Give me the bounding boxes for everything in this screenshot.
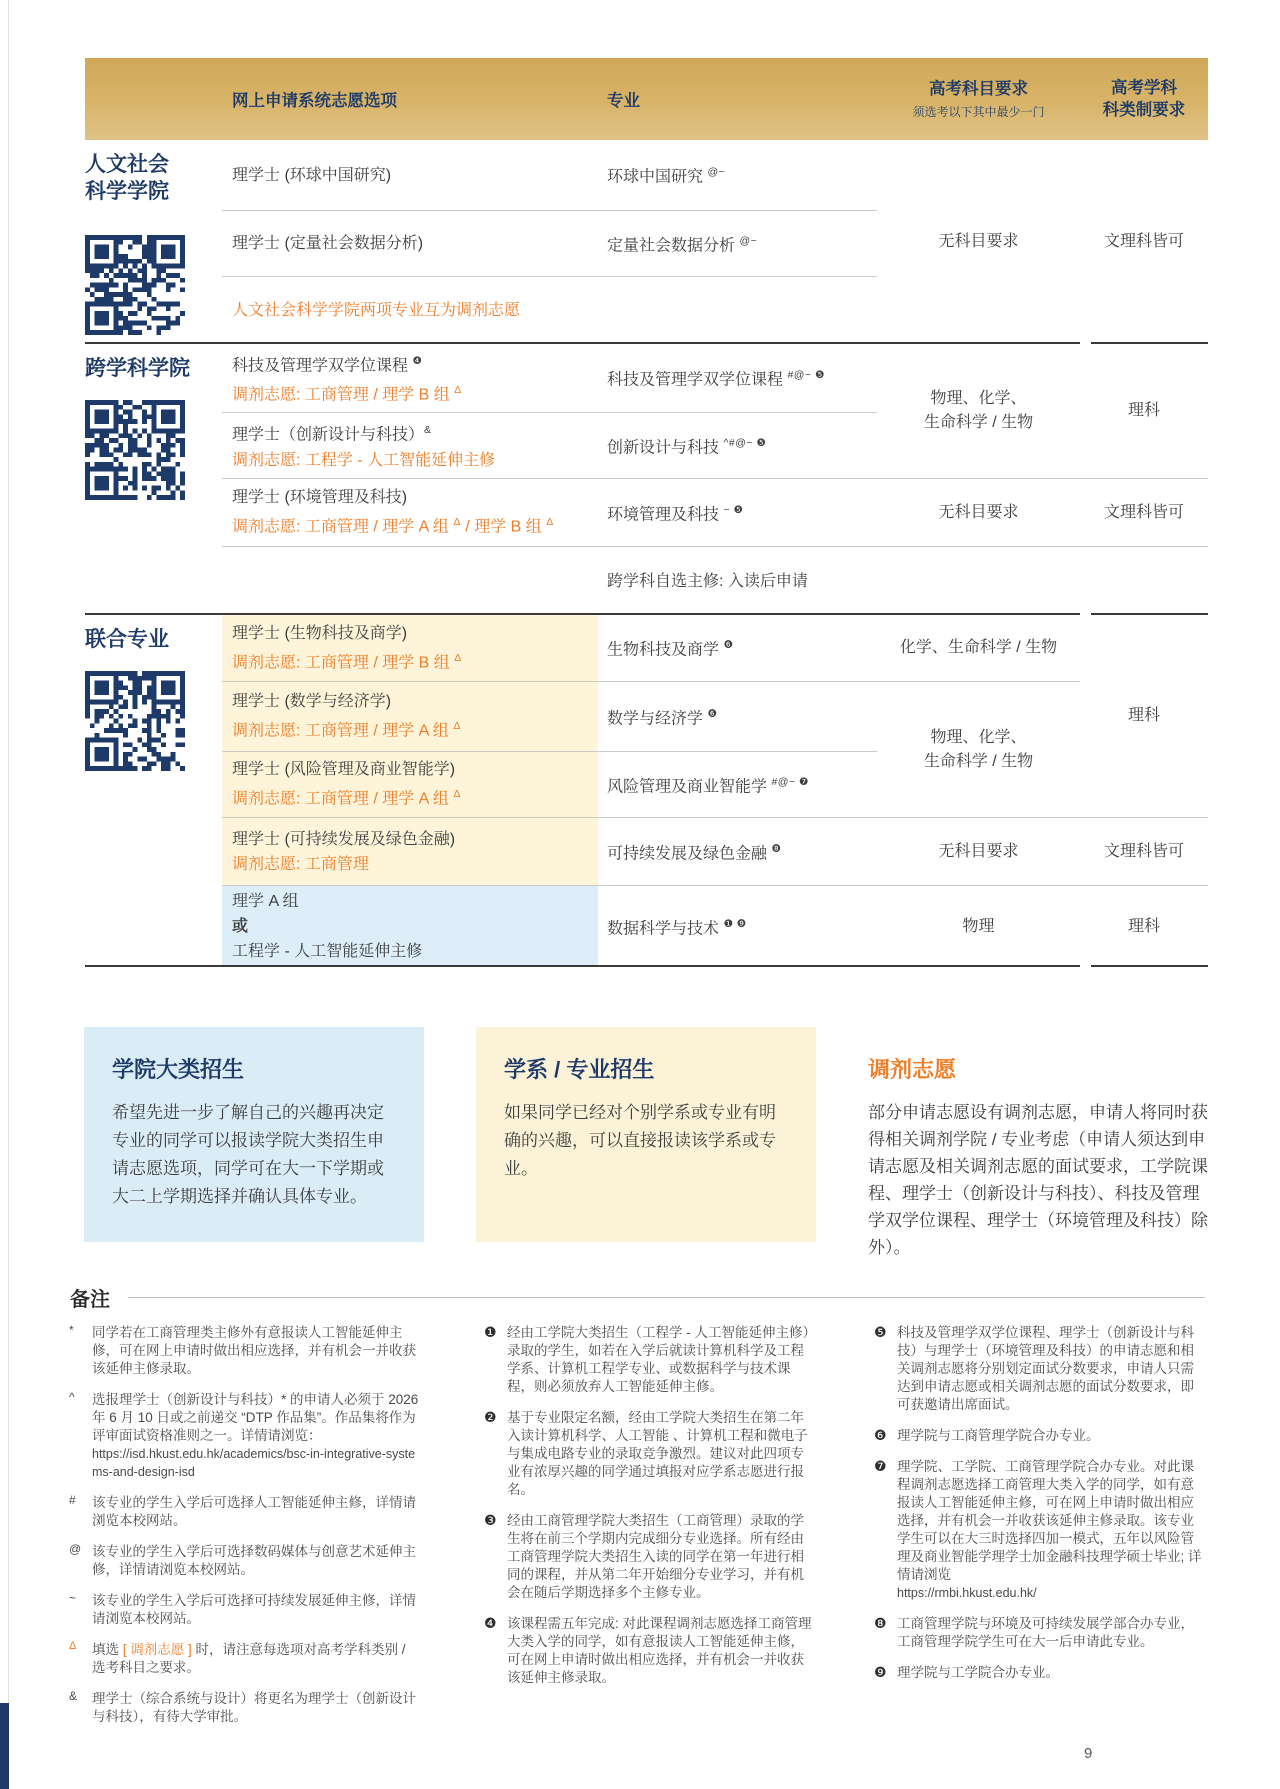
table-body	[85, 140, 1208, 967]
cell-line	[232, 510, 592, 539]
text-segment: 调剂志愿: 工商管理 / 理学 A 组	[232, 790, 454, 808]
text-segment: 时，请注意每选项对高考学科类别 / 选考科目之要求。	[92, 1642, 406, 1675]
text-segment: 理科	[1127, 402, 1160, 419]
program-option-cell	[222, 140, 598, 211]
text-segment: 理学士（创新设计与科技）	[232, 426, 425, 444]
notes-column-1	[69, 1324, 422, 1739]
superscript-marker: Δ	[454, 651, 462, 664]
superscript-marker: ❽	[771, 842, 782, 855]
major-cell	[598, 479, 877, 547]
school-cell	[85, 615, 222, 967]
text-segment: 调剂志愿: 工商管理 / 理学 A 组	[232, 518, 454, 536]
note-body	[507, 1615, 812, 1687]
cell-line	[1128, 704, 1160, 728]
text-segment: 理学士（综合系统与设计）将更名为理学士（创新设计与科技），有待大学审批。	[92, 1691, 416, 1724]
program-option-cell	[222, 344, 598, 413]
note-item	[874, 1664, 1207, 1682]
superscript-marker: ^#@~ ❺	[723, 436, 767, 449]
text-segment: 无科目要求	[938, 503, 1019, 521]
note-body	[92, 1324, 422, 1378]
text-segment: 填选	[92, 1642, 123, 1657]
text-segment: 物理	[962, 917, 995, 935]
cell-line	[938, 501, 1018, 525]
cell-line	[232, 689, 592, 714]
text-segment: 文理科皆可	[1103, 233, 1184, 250]
cell-line	[962, 915, 994, 939]
superscript-marker: @~	[707, 166, 726, 179]
text-segment: 理学士 (风险管理及商业智能学)	[232, 761, 456, 779]
school-cell	[85, 140, 222, 344]
school-name: 人文社会 科学学院	[85, 153, 169, 203]
note-body	[92, 1391, 422, 1481]
superscript-marker: Δ	[453, 788, 461, 801]
link-url[interactable]: https://isd.hkust.edu.hk/academics/bsc-in-integrative-systems-and-design-isd	[92, 1447, 416, 1479]
program-option-cell	[222, 211, 598, 277]
major-cell	[598, 344, 877, 413]
text-segment: 经由工学院大类招生（工程学 - 人工智能延伸主修）录取的学生，如若在入学后就读计算机科学及工程学系、计算机工程学专业、或数据科学与技术课程，则必须放弃人工智能延伸主修。	[507, 1325, 810, 1394]
text-segment: 生物科技及商学	[607, 641, 724, 659]
cell-line	[607, 912, 873, 941]
text-segment: 调剂志愿: 工程学 - 人工智能延伸主修	[232, 451, 496, 469]
note-item	[874, 1615, 1207, 1651]
header-subject-requirement	[877, 78, 1080, 120]
text-segment: 科技及管理学双学位课程	[607, 371, 788, 389]
note-item	[69, 1543, 422, 1579]
cell-line	[930, 387, 1026, 411]
page-edge-line	[8, 0, 9, 1789]
box-school-based-admission	[84, 1027, 424, 1242]
major-cell	[598, 752, 877, 818]
text-segment: 跨学科自选主修: 入读后申请	[607, 572, 808, 590]
note-marker: ❽	[874, 1615, 887, 1631]
cell-line	[232, 163, 592, 188]
major-cell	[598, 886, 877, 967]
cell-line	[232, 621, 592, 646]
cell-line	[607, 431, 873, 460]
section-note-cell	[222, 277, 877, 344]
note-body	[507, 1324, 812, 1396]
note-marker: ❸	[484, 1512, 497, 1528]
cell-line	[232, 827, 592, 852]
program-option-cell	[222, 752, 598, 818]
text-segment: 理学院与工学院合办专业。	[897, 1665, 1059, 1680]
major-cell	[598, 615, 877, 682]
header-category-line1: 高考学科	[1111, 79, 1177, 97]
text-segment: 理学士 (定量社会数据分析)	[232, 235, 424, 252]
superscript-marker: &	[424, 424, 432, 437]
qr-code	[85, 400, 185, 500]
subject-requirement-cell	[877, 140, 1080, 344]
note-body	[897, 1615, 1207, 1651]
cell-line	[607, 363, 873, 392]
note-item	[484, 1512, 812, 1602]
admission-info-boxes	[84, 1027, 1208, 1257]
subject-requirement-cell	[877, 886, 1080, 967]
note-body	[897, 1427, 1207, 1445]
notes-column-3	[874, 1324, 1207, 1695]
text-segment: 数据科学与技术	[607, 920, 724, 938]
category-requirement-cell	[1080, 886, 1208, 967]
text-segment: 基于专业限定名额，经由工学院大类招生在第二年入读计算机科学、人工智能 、计算机工程和微电子与集成电路专业的录取竞争激烈。建议对此四项专业有浓厚兴趣的同学通过填报对应学系志愿进行报名。	[507, 1410, 808, 1497]
major-cell	[598, 211, 877, 277]
major-cell	[598, 682, 877, 752]
text-segment: 人文社会科学学院两项专业互为调剂志愿	[232, 302, 521, 319]
box-title: 学院大类招生	[112, 1057, 245, 1082]
major-cell	[598, 547, 877, 615]
header-subject-title: 高考科目要求	[929, 80, 1028, 98]
program-option-cell	[222, 479, 598, 547]
text-segment: 科技及管理学双学位课程、理学士（创新设计与科技）与理学士（环境管理及科技）的申请志愿和相关调剂志愿将分别划定面试分数要求，申请人只需达到申请志愿或相关调剂志愿的面试分数要求，即可获邀请出席面试。	[897, 1325, 1194, 1412]
notes-column-2	[484, 1324, 812, 1700]
cell-line	[232, 298, 871, 323]
cell-line	[1128, 399, 1160, 423]
program-option-cell	[222, 886, 598, 967]
text-segment: 生命科学 / 生物	[923, 414, 1034, 431]
category-requirement-cell	[1080, 140, 1208, 344]
cell-line	[232, 448, 592, 473]
note-marker: ❼	[874, 1458, 887, 1474]
note-body	[92, 1592, 422, 1628]
text-segment: 理学士 (数学与经济学)	[232, 693, 392, 711]
cell-line	[607, 702, 873, 731]
table-header	[85, 58, 1208, 140]
cell-line	[1104, 840, 1184, 864]
text-segment: 理学士 (生物科技及商学)	[232, 624, 408, 642]
superscript-marker: ❻	[707, 707, 718, 720]
text-segment: 化学、生命科学 / 生物	[899, 639, 1058, 656]
notes-grid	[69, 1324, 1207, 1739]
text-segment: 文理科皆可	[1103, 503, 1184, 521]
cell-line	[232, 914, 592, 939]
text-segment: 调剂志愿: 工商管理 / 理学 B 组	[232, 386, 455, 404]
text-segment: 文理科皆可	[1103, 842, 1184, 860]
program-option-cell	[222, 818, 598, 886]
note-body	[897, 1664, 1207, 1682]
cell-line	[607, 498, 873, 527]
cell-line	[232, 889, 592, 914]
note-marker: ❷	[484, 1409, 497, 1425]
school-cell	[85, 344, 222, 615]
subject-requirement-cell	[877, 682, 1080, 818]
note-item	[874, 1324, 1207, 1414]
major-cell	[598, 140, 877, 211]
text-segment: 生命科学 / 生物	[923, 752, 1034, 770]
note-item	[69, 1324, 422, 1378]
text-segment: 经由工商管理学院大类招生（工商管理）录取的学生将在前三个学期内完成细分专业选择。所有经由工商管理学院大类招生入读的同学在第一年进行相同的课程，并从第二年开始细分专业学习，并有机会在随后学期选择多个主修专业。	[507, 1513, 804, 1600]
cell-line	[232, 646, 592, 675]
cell-line	[607, 837, 873, 866]
school-name: 联合专业	[85, 628, 169, 651]
note-marker: ❾	[874, 1664, 887, 1680]
note-marker: ❻	[874, 1427, 887, 1443]
superscript-marker: Δ	[454, 384, 462, 396]
text-segment: 风险管理及商业智能学	[607, 778, 772, 796]
programs-table	[85, 58, 1208, 967]
cell-line	[900, 636, 1057, 660]
text-segment: 环境管理及科技	[607, 506, 724, 524]
cell-line	[607, 160, 873, 189]
cell-line	[232, 378, 592, 407]
note-item	[874, 1427, 1207, 1445]
text-segment: 环球中国研究	[607, 168, 708, 186]
text-segment: 物理、化学、	[930, 728, 1027, 746]
cell-line	[607, 770, 873, 799]
note-body	[507, 1512, 812, 1602]
text-segment: 该专业的学生入学后可选择人工智能延伸主修，详情请浏览本校网站。	[92, 1495, 416, 1528]
box-title: 学系 / 专业招生	[504, 1057, 655, 1082]
header-major: 专业	[607, 92, 640, 110]
superscript-marker: ~ ❺	[723, 503, 744, 516]
box-body: 部分申请志愿设有调剂志愿，申请人将同时获得相关调剂学院 / 专业考虑（申请人须达到申请志愿及相关调剂志愿的面试要求，工学院课程、理学士（创新设计与科技）、科技及管理学双学位课程、理学士（环境管理及科技）除外）。	[868, 1103, 1208, 1257]
note-body	[92, 1543, 422, 1579]
header-subject-subtitle: 须选考以下其中最少一门	[912, 105, 1045, 119]
subject-requirement-cell	[877, 479, 1080, 547]
superscript-marker: ❻	[723, 639, 734, 652]
cell-line	[924, 411, 1033, 435]
text-segment: 理科	[1127, 707, 1160, 724]
program-option-cell	[222, 682, 598, 752]
superscript-marker: Δ	[453, 516, 461, 529]
note-item	[69, 1690, 422, 1726]
superscript-marker: Δ	[546, 516, 554, 529]
cell-line	[232, 852, 592, 877]
header-category-requirement	[1080, 77, 1208, 121]
notes-title: 备注	[70, 1289, 110, 1311]
superscript-marker: Δ	[453, 720, 461, 733]
subject-requirement-cell	[877, 344, 1080, 479]
note-marker: ~	[69, 1591, 77, 1605]
table-section-aisd	[85, 344, 1208, 615]
note-marker: ❹	[484, 1615, 497, 1631]
table-section-hss	[85, 140, 1208, 344]
cell-line	[232, 231, 592, 256]
superscript-marker: @~	[739, 234, 758, 247]
text-segment: 创新设计与科技	[607, 439, 724, 457]
superscript-marker: #@~ ❺	[787, 369, 825, 382]
cell-line	[232, 485, 592, 510]
text-segment: 可持续发展及绿色金融	[607, 845, 772, 863]
text-segment: 无科目要求	[938, 842, 1019, 860]
note-marker: &	[69, 1689, 78, 1703]
note-body	[92, 1690, 422, 1726]
note-marker: *	[69, 1323, 74, 1337]
note-item	[69, 1641, 422, 1677]
note-item	[484, 1615, 812, 1687]
cell-line	[232, 939, 592, 964]
text-segment: / 理学 B 组	[460, 518, 547, 536]
header-options: 网上申请系统志愿选项	[232, 92, 397, 110]
text-segment: 调剂志愿: 工商管理 / 理学 B 组	[232, 654, 455, 672]
box-title: 调剂志愿	[868, 1057, 957, 1082]
text-segment: 工程学 - 人工智能延伸主修	[232, 943, 423, 960]
superscript-marker: #@~ ❼	[771, 775, 809, 788]
program-option-cell	[222, 615, 598, 682]
header-category-line2: 科类制要求	[1102, 101, 1186, 119]
subject-requirement-cell	[877, 615, 1080, 682]
note-body	[507, 1409, 812, 1499]
note-item	[484, 1409, 812, 1499]
text-segment: 该专业的学生入学后可选择可持续发展延伸主修，详情请浏览本校网站。	[92, 1593, 416, 1626]
cell-line	[232, 714, 592, 743]
major-cell	[598, 413, 877, 479]
box-body: 如果同学已经对个别学系或专业有明确的兴趣，可以直接报读该学系或专业。	[504, 1103, 776, 1178]
box-body: 希望先进一步了解自己的兴趣再决定专业的同学可以报读学院大类招生申请志愿选项，同学可在大一下学期或大二上学期选择并确认具体专业。	[112, 1103, 384, 1206]
text-segment: 该专业的学生入学后可选择数码媒体与创意艺术延伸主修，详情请浏览本校网站。	[92, 1544, 416, 1577]
note-body	[92, 1641, 422, 1677]
text-segment: 理学院、工学院、工商管理学院合办专业。对此课程调剂志愿选择工商管理大类入学的同学，如有意报读人工智能延伸主修，可在网上申请时做出相应选择，并有机会一并收获该延伸主修录取。该专业学生可以在大三时选择四加一模式，五年以风险管理及商业智能学理学士加金融科技理学硕士毕业; 详情请浏览	[897, 1459, 1202, 1582]
cell-line	[1104, 230, 1184, 254]
note-marker: ^	[69, 1390, 75, 1404]
notes-header	[70, 1283, 1210, 1312]
text-segment: 无科目要求	[938, 233, 1019, 250]
text-segment: 理学 A 组	[232, 893, 299, 910]
cell-line	[607, 569, 873, 594]
cell-line	[232, 418, 592, 447]
notes-rule-line	[128, 1297, 1205, 1298]
note-item	[874, 1458, 1207, 1602]
major-cell	[598, 818, 877, 886]
page-number: 9	[1084, 1745, 1093, 1762]
box-department-based-admission	[476, 1027, 816, 1242]
cell-line	[938, 230, 1018, 254]
cell-line	[1128, 915, 1160, 939]
program-option-cell	[222, 413, 598, 479]
text-segment: 理科	[1127, 917, 1160, 935]
text-segment: 选报理学士（创新设计与科技）* 的申请人必须于 2026 年 6 月 10 日或之前递交 “DTP 作品集”。作品集将作为评审面试资格准则之一。详情请浏览：	[92, 1392, 419, 1443]
note-body	[92, 1494, 422, 1530]
superscript-marker: ❶ ❾	[723, 917, 747, 930]
qr-code	[85, 235, 185, 335]
category-requirement-cell	[1080, 615, 1208, 818]
text-segment: 同学若在工商管理类主修外有意报读人工智能延伸主修，可在网上申请时做出相应选择，并有机会一并收获该延伸主修录取。	[92, 1325, 416, 1376]
note-marker: @	[69, 1542, 82, 1556]
text-segment: 该课程需五年完成: 对此课程调剂志愿选择工商管理大类入学的同学，如有意报读人工智能延伸主修，可在网上申请时做出相应选择，并有机会一并收获该延伸主修录取。	[507, 1616, 812, 1685]
cell-line	[924, 750, 1033, 774]
section-divider	[85, 965, 1208, 968]
text-segment: 调剂志愿: 工商管理	[232, 855, 369, 873]
corner-accent-bar	[0, 1703, 9, 1789]
category-requirement-cell	[1080, 818, 1208, 886]
note-item	[484, 1324, 812, 1396]
text-segment: 科技及管理学双学位课程	[232, 357, 413, 374]
note-item	[69, 1494, 422, 1530]
category-requirement-cell	[1080, 479, 1208, 547]
cell-line	[607, 633, 873, 662]
note-marker: ❶	[484, 1324, 497, 1340]
text-segment: 或	[232, 918, 249, 935]
subject-requirement-cell	[877, 818, 1080, 886]
text-segment: 理学院与工商管理学院合办专业。	[897, 1428, 1100, 1443]
qr-code	[85, 671, 185, 771]
note-body	[897, 1324, 1207, 1414]
cell-line	[930, 726, 1026, 750]
text-segment: 理学士 (环球中国研究)	[232, 166, 392, 184]
note-item	[69, 1592, 422, 1628]
cell-line	[938, 840, 1018, 864]
note-item	[69, 1391, 422, 1481]
note-body	[897, 1458, 1207, 1602]
text-segment: 理学士 (环境管理及科技)	[232, 489, 408, 507]
text-segment: 工商管理学院与环境及可持续发展学部合办专业，工商管理学院学生可在大一后申请此专业。	[897, 1616, 1194, 1649]
text-segment: 调剂志愿: 工商管理 / 理学 A 组	[232, 722, 454, 740]
text-segment: 物理、化学、	[930, 390, 1027, 407]
text-segment: 数学与经济学	[607, 710, 708, 728]
cell-line	[232, 349, 592, 378]
cell-line	[1104, 501, 1184, 525]
table-section-joint	[85, 615, 1208, 967]
text-segment: 理学士 (可持续发展及绿色金融)	[232, 830, 456, 848]
cell-line	[232, 757, 592, 782]
note-marker: Δ	[69, 1640, 77, 1652]
link-url[interactable]: https://rmbi.hkust.edu.hk/	[897, 1586, 1037, 1600]
cell-line	[607, 229, 873, 258]
text-segment: 定量社会数据分析	[607, 237, 740, 255]
note-marker: ❺	[874, 1324, 887, 1340]
note-marker: #	[69, 1493, 76, 1507]
school-name: 跨学科学院	[85, 357, 190, 380]
box-second-choice	[868, 1027, 1208, 1257]
cell-line	[232, 782, 592, 811]
category-requirement-cell	[1080, 344, 1208, 479]
superscript-marker: ❹	[412, 354, 423, 367]
text-segment: [ 调剂志愿 ]	[122, 1642, 192, 1657]
